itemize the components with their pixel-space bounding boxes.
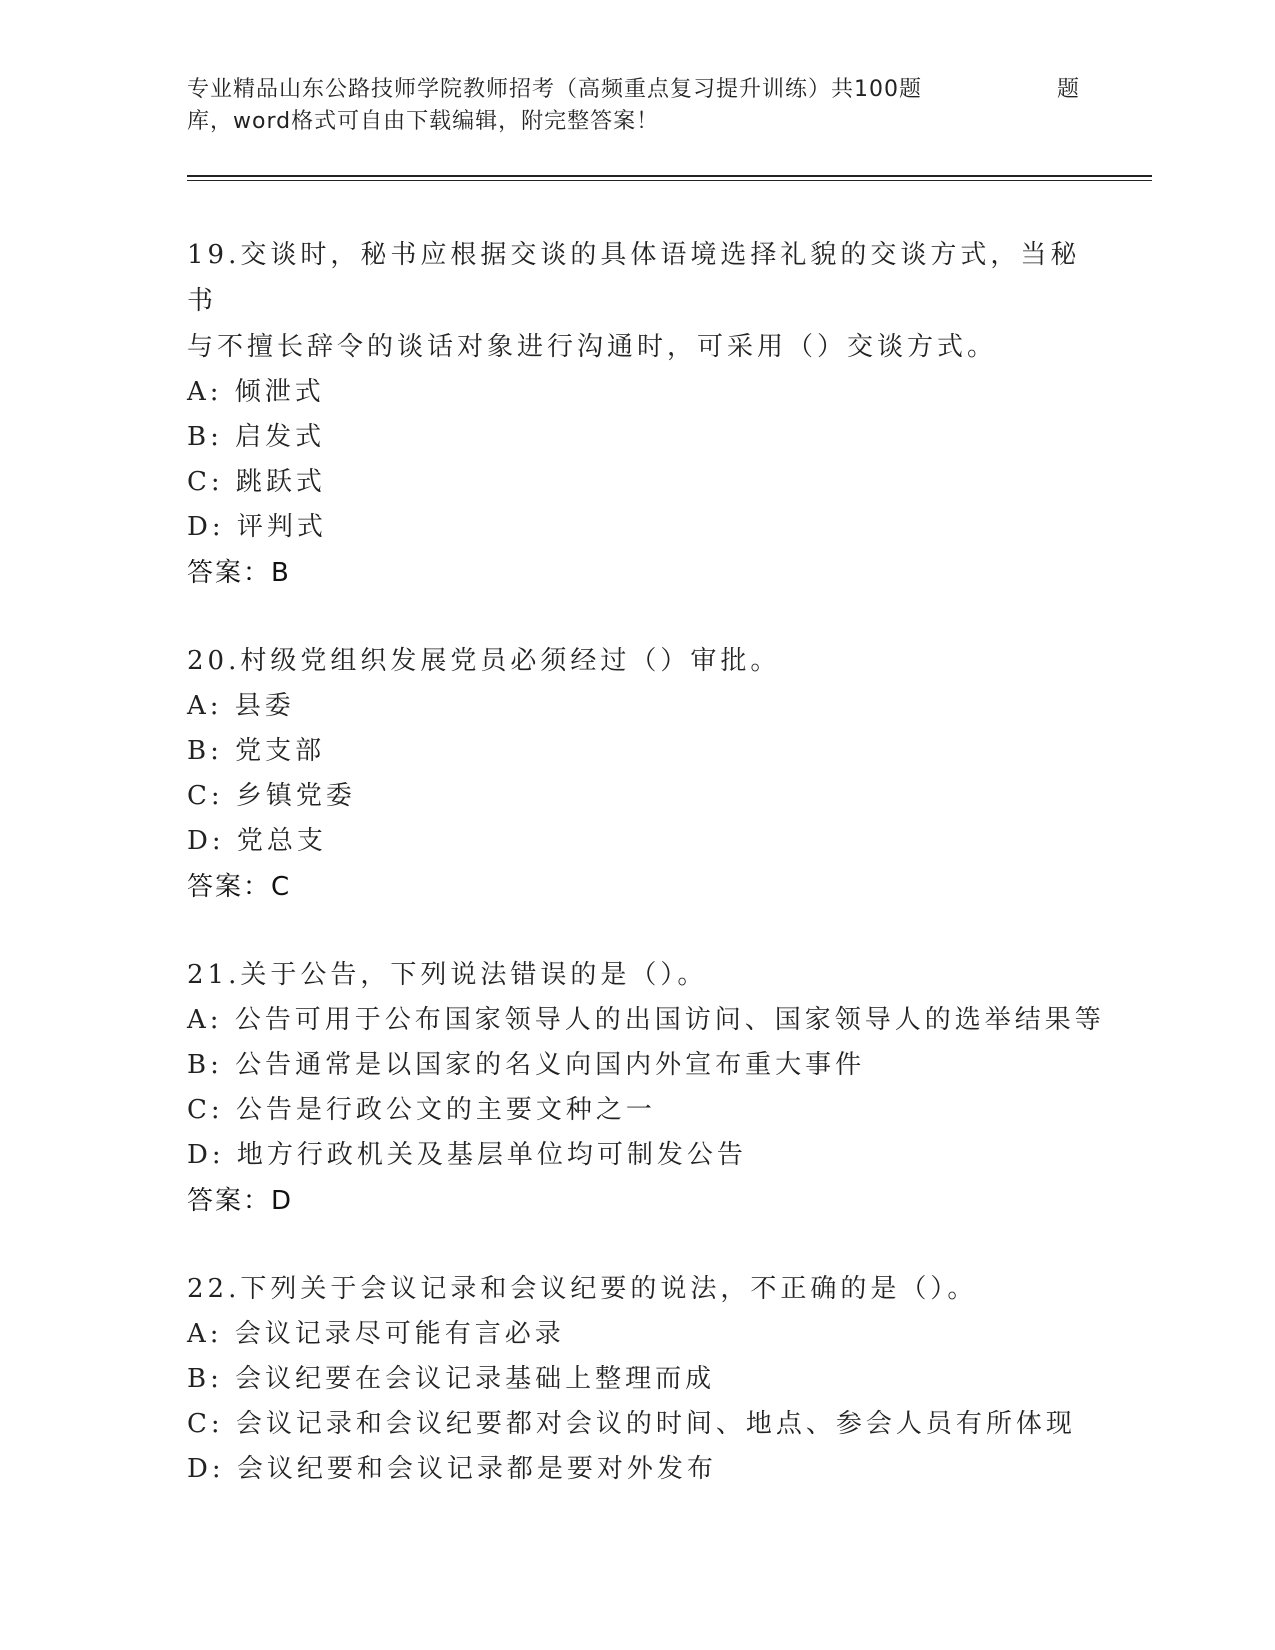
question-20: [187, 638, 1087, 910]
option-c: C: 公告是行政公文的主要文种之一: [187, 1095, 656, 1125]
option-b: B: 会议纪要在会议记录基础上整理而成: [187, 1364, 716, 1394]
question-stem-cont: 与不擅长辞令的谈话对象进行沟通时，可采用（）交谈方式。: [187, 332, 998, 362]
header-rule-thick: [187, 175, 1152, 177]
option-a: A: 县委: [187, 691, 295, 721]
header-line-2: 库，word格式可自由下载编辑，附完整答案！: [187, 109, 660, 134]
option-d: D: 会议纪要和会议记录都是要对外发布: [187, 1454, 717, 1484]
header-title-text: 专业精品山东公路技师学院教师招考（高频重点复习提升训练）共100题: [187, 77, 922, 102]
header-line-1: [187, 74, 1087, 106]
spacer: [187, 910, 1087, 952]
option-c: C: 乡镇党委: [187, 781, 356, 811]
question-stem: 22.下列关于会议记录和会议纪要的说法，不正确的是（）。: [187, 1274, 978, 1304]
header-title-tail: 题: [1057, 77, 1081, 102]
answer: 答案：D: [187, 1186, 294, 1216]
option-b: B: 公告通常是以国家的名义向国内外宣布重大事件: [187, 1050, 866, 1080]
spacer: [187, 1224, 1087, 1266]
header-rule-thin: [187, 180, 1152, 181]
question-19: [187, 232, 1087, 596]
question-stem: 20.村级党组织发展党员必须经过（）审批。: [187, 646, 781, 676]
answer: 答案：C: [187, 872, 292, 902]
option-b: B: 党支部: [187, 736, 326, 766]
question-22: [187, 1266, 1087, 1492]
option-c: C: 会议记录和会议纪要都对会议的时间、地点、参会人员有所体现: [187, 1409, 1076, 1439]
answer: 答案：B: [187, 558, 291, 588]
document-header: [187, 74, 1087, 138]
question-21: [187, 952, 1105, 1224]
option-b: B: 启发式: [187, 422, 326, 452]
option-d: D: 地方行政机关及基层单位均可制发公告: [187, 1140, 747, 1170]
spacer: [187, 596, 1087, 638]
question-stem: 21.关于公告，下列说法错误的是（）。: [187, 960, 708, 990]
option-a: A: 公告可用于公布国家领导人的出国访问、国家领导人的选举结果等: [187, 1005, 1105, 1035]
option-a: A: 倾泄式: [187, 377, 325, 407]
option-a: A: 会议记录尽可能有言必录: [187, 1319, 565, 1349]
option-c: C: 跳跃式: [187, 467, 326, 497]
question-list: [187, 232, 1105, 1492]
option-d: D: 党总支: [187, 826, 327, 856]
option-d: D: 评判式: [187, 512, 327, 542]
question-stem: 19.交谈时，秘书应根据交谈的具体语境选择礼貌的交谈方式，当秘书: [187, 240, 1081, 316]
